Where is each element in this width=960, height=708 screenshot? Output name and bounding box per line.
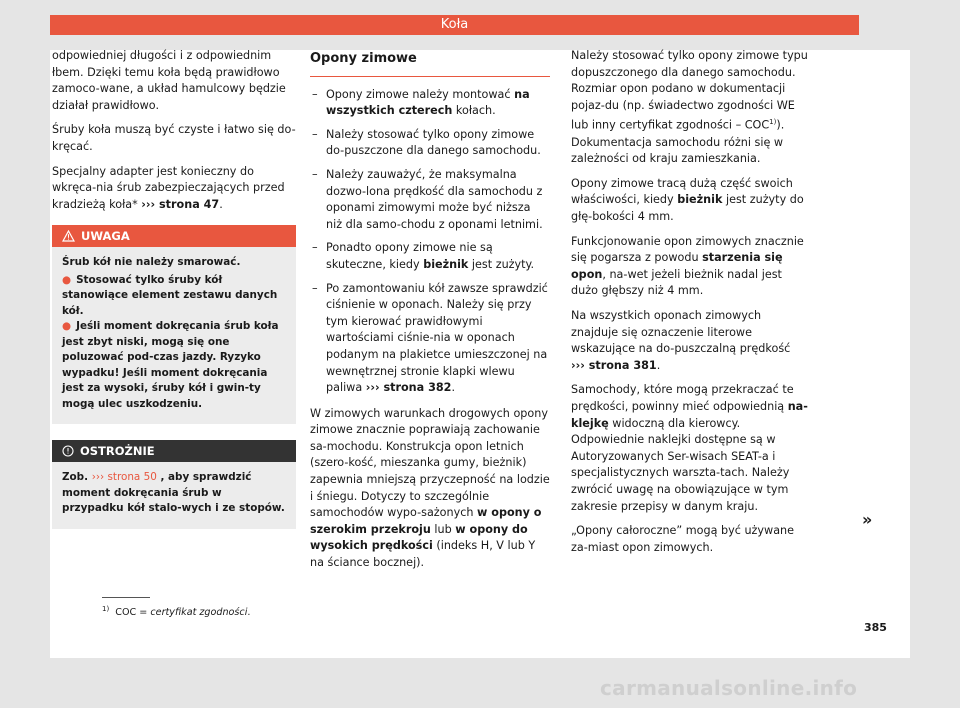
column-left bbox=[52, 48, 296, 529]
caution-header bbox=[52, 440, 296, 462]
warning-title: UWAGA bbox=[81, 229, 130, 244]
footnote: $^{1)}$ COC = certyfikat zgodności. bbox=[102, 605, 251, 619]
paragraph: Na wszystkich oponach zimowych znajduje się oznaczenie literowe wskazujące na do-puszczalną prędkość ››› strona 381. bbox=[571, 309, 791, 372]
paragraph: Funkcjonowanie opon zimowych znacznie się pogarsza z powodu starzenia się opon, na-wet jeżeli bieżnik nadal jest dużo głębszy niż 4 mm. bbox=[571, 234, 804, 298]
column-right bbox=[571, 48, 811, 564]
list-item: – Opony zimowe należy montować na wszystkich czterech kołach. bbox=[312, 87, 530, 118]
list-item: – Po zamontowaniu kół zawsze sprawdzić ciśnienie w oponach. Należy się przy tym kierować prawidłowymi wartościami ciśnie-nia w oponach podanym na plakietce umieszczonej na wewnętrznej stronie klapki wlewu paliwa ››› strona 382. bbox=[312, 281, 548, 395]
warning-lead: Śrub kół nie należy smarować. bbox=[62, 256, 241, 269]
paragraph: Śruby koła muszą być czyste i łatwo się do-kręcać. bbox=[52, 123, 296, 153]
list-item: – Ponadto opony zimowe nie są skuteczne, kiedy bieżnik jest zużyty. bbox=[312, 241, 535, 271]
chapter-header bbox=[50, 15, 859, 35]
page-reference-link[interactable]: ››› strona 50 bbox=[91, 471, 157, 484]
bullet-icon: ● bbox=[62, 273, 72, 286]
info-circle-icon bbox=[62, 445, 74, 457]
warning-header bbox=[52, 225, 296, 247]
paragraph: Opony zimowe tracą dużą część swoich właściwości, kiedy bieżnik jest zużyty do głę-bokości 4 mm. bbox=[571, 176, 804, 224]
warning-triangle-icon bbox=[62, 230, 75, 242]
footnote-marker: 1) bbox=[769, 118, 777, 127]
warning-box bbox=[52, 225, 296, 424]
paragraph: Należy stosować tylko opony zimowe typu dopuszczonego dla danego samochodu. Rozmiar opon podano w dokumentacji pojaz-du (np. świadectwo zgodności WE lub inny certyfikat zgodności – COC$^{1)}$). Dokumentacja samochodu różni się w zależności od kraju zamieszkania. bbox=[571, 49, 808, 166]
watermark: carmanualsonline.info bbox=[600, 676, 858, 700]
paragraph: „Opony całoroczne” mogą być używane za-miast opon zimowych. bbox=[571, 524, 795, 554]
paragraph: W zimowych warunkach drogowych opony zimowe znacznie poprawiają zachowanie sa-mochodu. Konstrukcja opon letnich (szero-kość, mieszanka gumy, bieżnik) zapewnia mniejszą przyczepność na lodzie i śniegu. Dotyczy to szczególnie samochodów wypo-sażonych w opony o szerokim przekroju lub w opony do wysokich prędkości (indeks H, V lub Y na ściance bocznej). bbox=[310, 406, 550, 570]
chapter-title: Koła bbox=[440, 17, 469, 32]
column-middle bbox=[310, 48, 550, 580]
page-reference-link[interactable]: ››› strona 382 bbox=[365, 381, 452, 395]
warning-item: ● Stosować tylko śruby kół stanowiące element zestawu danych kół. bbox=[62, 273, 278, 317]
paragraph: odpowiedniej długości i z odpowiednim łbem. Dzięki temu koła będą prawidłowo zamoco-wane, a układ hamulcowy będzie działał prawidłowo. bbox=[52, 49, 286, 112]
page-reference-link[interactable]: ››› strona 47 bbox=[141, 197, 220, 211]
paragraph: Samochody, które mogą przekraczać te prędkości, powinny mieć odpowiednią na-klejkę widoczną dla kierowcy. Odpowiednie naklejki dostępne są w Autoryzowanych Ser-wisach SEAT-a i specjalistycznych warszta-tach. Należy zwrócić uwagę na obowiązujące w tym zakresie przepisy w danym kraju. bbox=[571, 383, 808, 513]
page-reference-link[interactable]: ››› strona 381 bbox=[571, 358, 657, 372]
list-item: – Należy zauważyć, że maksymalna dozwo-lona prędkość dla samochodu z oponami zimowymi może być niższa niż dla samo-chodu z oponami letnimi. bbox=[312, 167, 543, 231]
continue-arrow-icon: » bbox=[862, 510, 873, 529]
paragraph: Specjalny adapter jest konieczny do wkręca-nia śrub zabezpieczających przed kradzieżą koła* ››› strona 47. bbox=[52, 164, 285, 211]
caution-title: OSTROŻNIE bbox=[80, 444, 155, 459]
footnote-divider bbox=[102, 597, 150, 598]
caution-box bbox=[52, 440, 296, 529]
caution-body: Zob. ››› strona 50 , aby sprawdzić moment dokręcania śrub w przypadku kół stalo-wych i ze stopów. bbox=[62, 471, 285, 515]
bullet-icon: ● bbox=[62, 320, 72, 333]
section-title: Opony zimowe bbox=[310, 51, 550, 77]
warning-body bbox=[52, 247, 296, 424]
list-item: – Należy stosować tylko opony zimowe do-puszczone dla danego samochodu. bbox=[312, 127, 541, 158]
warning-item: ● Jeśli moment dokręcania śrub koła jest zbyt niski, mogą się one poluzować pod-czas jazdy. Ryzyko wypadku! Jeśli moment dokręcania jest za wysoki, śruby kół i gwin-ty mogą ulec uszkodzeniu. bbox=[62, 320, 279, 410]
page-number: 385 bbox=[864, 621, 887, 634]
